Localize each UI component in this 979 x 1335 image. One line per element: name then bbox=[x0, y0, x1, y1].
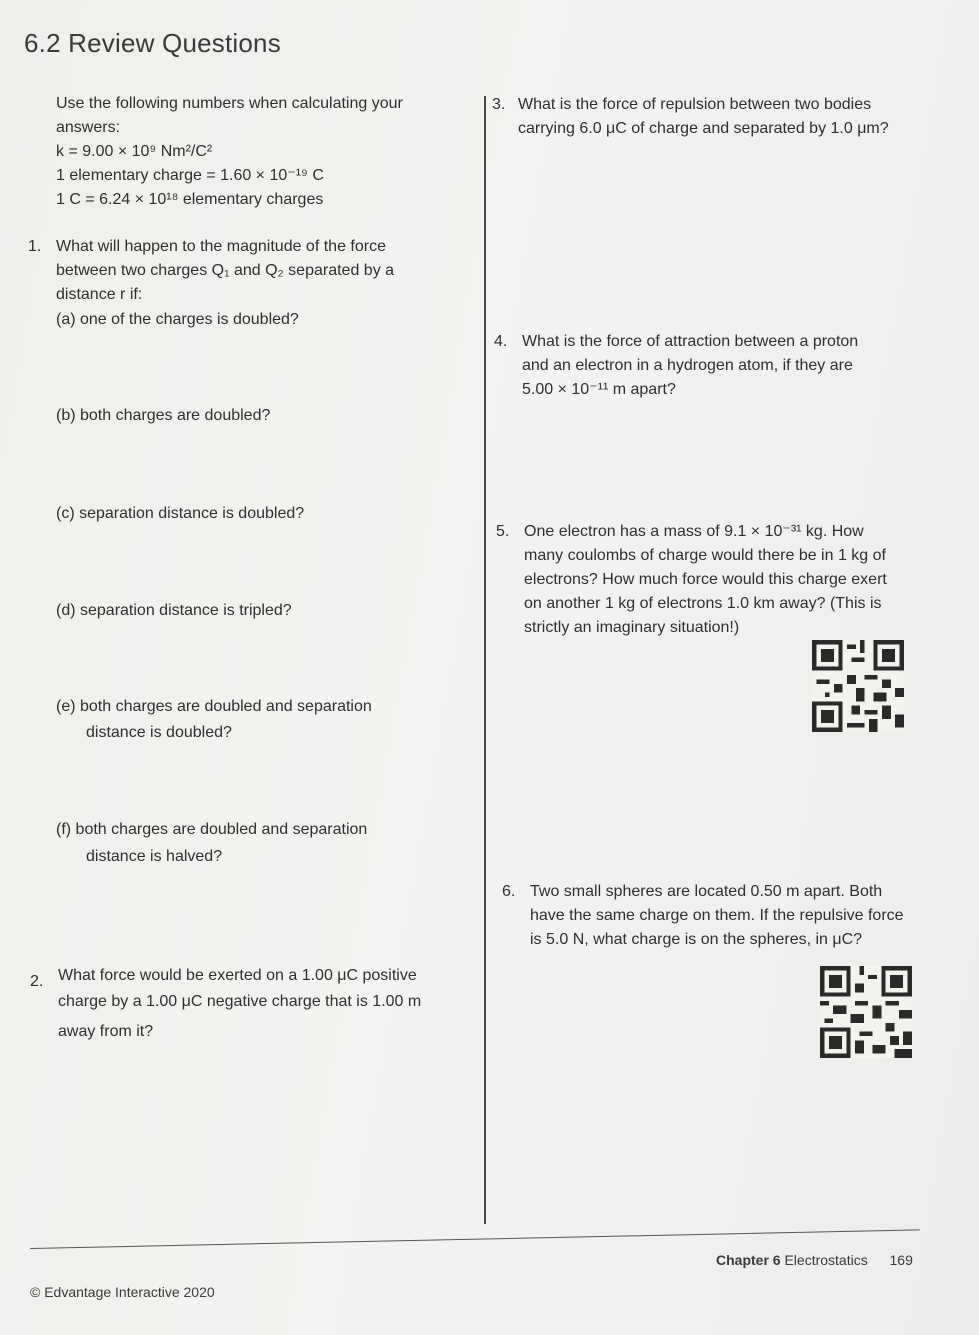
q6-line-2: have the same charge on them. If the repulsive force bbox=[530, 907, 904, 924]
page-title: 6.2 Review Questions bbox=[24, 28, 281, 58]
q4-line-1: What is the force of attraction between a proton bbox=[522, 333, 859, 350]
qr-code-q6 bbox=[820, 966, 912, 1058]
q6-line-1: Two small spheres are located 0.50 m apart. Both bbox=[530, 883, 883, 900]
page-footer bbox=[716, 1252, 913, 1268]
q1-line-3: distance r if: bbox=[56, 286, 143, 303]
q1-number: 1. bbox=[28, 238, 42, 255]
q6-number: 6. bbox=[502, 883, 516, 900]
constant-k: k = 9.00 × 10⁹ Nm²/C² bbox=[56, 143, 213, 160]
q1-part-c: (c) separation distance is doubled? bbox=[56, 505, 305, 522]
q1-part-f-line-2: distance is halved? bbox=[86, 848, 223, 865]
q4-line-3: 5.00 × 10⁻¹¹ m apart? bbox=[522, 381, 676, 398]
qr-code-q5 bbox=[812, 640, 904, 732]
intro-line-2: answers: bbox=[56, 119, 121, 136]
q1-line-1: What will happen to the magnitude of the force bbox=[56, 238, 386, 255]
q1-part-e-line-1: (e) both charges are doubled and separation bbox=[56, 698, 372, 715]
q1-part-d: (d) separation distance is tripled? bbox=[56, 602, 292, 619]
q2-line-3: away from it? bbox=[58, 1023, 154, 1040]
q2-line-1: What force would be exerted on a 1.00 μC positive bbox=[58, 967, 417, 984]
q2-line-2: charge by a 1.00 μC negative charge that is 1.00 m bbox=[58, 993, 422, 1010]
q1-part-a: (a) one of the charges is doubled? bbox=[56, 311, 299, 328]
chapter-name: Electrostatics bbox=[784, 1252, 868, 1268]
chapter-label: Chapter 6 bbox=[716, 1252, 781, 1268]
q1-part-e-line-2: distance is doubled? bbox=[86, 724, 232, 741]
q1-part-f-line-1: (f) both charges are doubled and separation bbox=[56, 821, 368, 838]
q3-line-1: What is the force of repulsion between two bodies bbox=[518, 96, 872, 113]
q5-line-1: One electron has a mass of 9.1 × 10⁻³¹ kg. How bbox=[524, 523, 864, 540]
page-number: 169 bbox=[889, 1252, 913, 1268]
q1-line-2: between two charges Q₁ and Q₂ separated by a bbox=[56, 262, 395, 279]
q5-line-3: electrons? How much force would this charge exert bbox=[524, 571, 887, 588]
q4-line-2: and an electron in a hydrogen atom, if they are bbox=[522, 357, 853, 374]
copyright-text: © Edvantage Interactive 2020 bbox=[30, 1284, 215, 1300]
constant-elementary-charge: 1 elementary charge = 1.60 × 10⁻¹⁹ C bbox=[56, 167, 324, 184]
q3-line-2: carrying 6.0 μC of charge and separated by 1.0 μm? bbox=[518, 120, 889, 137]
q6-line-3: is 5.0 N, what charge is on the spheres, in μC? bbox=[530, 931, 863, 948]
q5-number: 5. bbox=[496, 523, 510, 540]
q5-line-2: many coulombs of charge would there be in 1 kg of bbox=[524, 547, 886, 564]
footer-rule bbox=[30, 1229, 920, 1249]
constant-coulomb: 1 C = 6.24 × 10¹⁸ elementary charges bbox=[56, 191, 324, 208]
column-divider bbox=[484, 96, 486, 1224]
q4-number: 4. bbox=[494, 333, 508, 350]
q2-number: 2. bbox=[30, 973, 44, 990]
intro-line-1: Use the following numbers when calculating your bbox=[56, 95, 403, 112]
q1-part-b: (b) both charges are doubled? bbox=[56, 407, 271, 424]
q3-number: 3. bbox=[492, 96, 506, 113]
q5-line-5: strictly an imaginary situation!) bbox=[524, 619, 740, 636]
q5-line-4: on another 1 kg of electrons 1.0 km away? (This is bbox=[524, 595, 882, 612]
